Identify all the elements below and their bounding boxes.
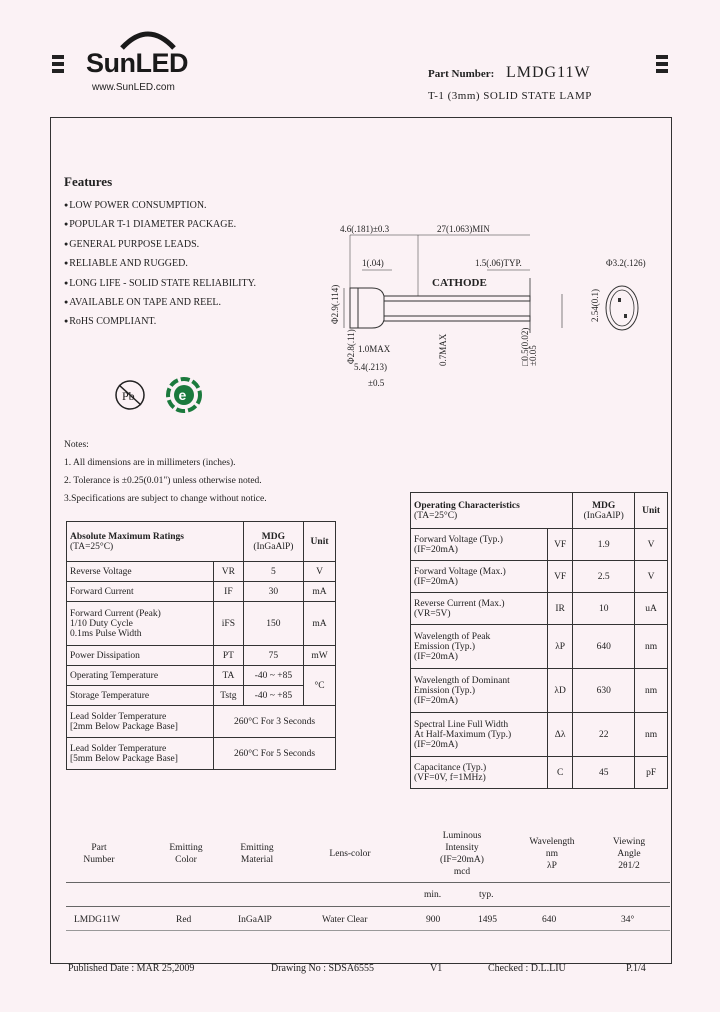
part-number-label: Part Number: bbox=[428, 68, 495, 80]
table-row: Operating Temperature TA -40 ~ +85 °C bbox=[67, 666, 336, 686]
feature-item: ● RoHS COMPLIANT. bbox=[64, 312, 256, 331]
abs-col-mdg: MDG (InGaAlP) bbox=[243, 522, 303, 562]
row-emitting-material: InGaAlP bbox=[238, 915, 272, 925]
feature-item: ● POPULAR T-1 DIAMETER PACKAGE. bbox=[64, 215, 256, 234]
feature-item: ● LONG LIFE - SOLID STATE RELIABILITY. bbox=[64, 274, 256, 293]
cathode-label: CATHODE bbox=[432, 277, 487, 289]
table-row: Reverse Voltage VR 5 V bbox=[67, 562, 336, 582]
brand-logo: SunLED bbox=[86, 48, 188, 78]
notes-list bbox=[64, 436, 267, 508]
features-list bbox=[64, 196, 256, 332]
part-number: LMDG11W bbox=[506, 64, 591, 81]
op-header: Operating Characteristics (TA=25°C) bbox=[411, 493, 573, 529]
row-typ: 1495 bbox=[478, 915, 497, 925]
row-min: 900 bbox=[426, 915, 441, 925]
table-row: Wavelength of Dominant Emission (Typ.) (IF=20mA) λD 630 nm bbox=[411, 669, 668, 713]
right-marker-bars bbox=[656, 55, 668, 76]
divider bbox=[66, 882, 670, 883]
col-luminous-intensity: Luminous Intensity (IF=20mA) mcd bbox=[440, 831, 484, 877]
absolute-max-ratings-table bbox=[66, 521, 336, 770]
dim-1: 1(.04) bbox=[362, 258, 384, 268]
dim-005: ±0.05 bbox=[528, 345, 538, 366]
row-part-number: LMDG11W bbox=[74, 915, 121, 925]
row-lens-color: Water Clear bbox=[322, 915, 368, 925]
col-typ: typ. bbox=[479, 890, 494, 900]
op-col-unit: Unit bbox=[635, 493, 668, 529]
features-title: Features bbox=[64, 174, 113, 189]
operating-characteristics-table bbox=[410, 492, 668, 789]
pb-label: Pb bbox=[122, 389, 135, 403]
row-emitting-color: Red bbox=[176, 915, 192, 925]
table-row: Power Dissipation PT 75 mW bbox=[67, 646, 336, 666]
checked-by: Checked : D.L.LIU bbox=[488, 963, 566, 974]
col-wavelength: Wavelength nm λP bbox=[529, 837, 575, 871]
row-wavelength: 640 bbox=[542, 915, 557, 925]
feature-item: ● GENERAL PURPOSE LEADS. bbox=[64, 235, 256, 254]
dim-top-left: 4.6(.181)±0.3 bbox=[340, 224, 390, 234]
table-row: Lead Solder Temperature [2mm Below Package Base] 260°C For 3 Seconds bbox=[67, 706, 336, 738]
dim-05: □0.5(0.02) bbox=[520, 327, 530, 366]
rohs-icon bbox=[165, 376, 203, 414]
dim-29: Φ2.9(.114) bbox=[330, 284, 340, 324]
table-row: Spectral Line Full Width At Half-Maximum (Typ.) (IF=20mA) Δλ 22 nm bbox=[411, 713, 668, 757]
table-row: Forward Voltage (Typ.) (IF=20mA) VF 1.9 V bbox=[411, 529, 668, 561]
divider bbox=[66, 930, 670, 931]
dim-54: 5.4(.213) bbox=[354, 362, 387, 372]
dim-07max: 0.7MAX bbox=[438, 333, 448, 366]
package-drawing bbox=[322, 218, 662, 393]
feature-item: ● AVAILABLE ON TAPE AND REEL. bbox=[64, 293, 256, 312]
note-item: 3.Specifications are subject to change without notice. bbox=[64, 494, 267, 504]
op-col-mdg: MDG (InGaAlP) bbox=[573, 493, 635, 529]
version: V1 bbox=[430, 963, 443, 974]
table-row: Storage Temperature Tstg -40 ~ +85 bbox=[67, 686, 336, 706]
row-viewing-angle: 34° bbox=[621, 915, 635, 925]
dim-32: Φ3.2(.126) bbox=[606, 258, 646, 268]
dim-254: 2.54(0.1) bbox=[590, 289, 600, 322]
col-emitting-color: Emitting Color bbox=[169, 843, 203, 865]
dim-15: 1.5(.06)TYP. bbox=[475, 258, 522, 268]
page-number: P.1/4 bbox=[626, 963, 646, 974]
product-subtitle: T-1 (3mm) SOLID STATE LAMP bbox=[428, 90, 592, 102]
table-row: Forward Current IF 30 mA bbox=[67, 582, 336, 602]
col-min: min. bbox=[424, 890, 442, 900]
published-date: Published Date : MAR 25,2009 bbox=[68, 963, 195, 974]
note-item: 1. All dimensions are in millimeters (inches). bbox=[64, 458, 236, 468]
col-viewing-angle: Viewing Angle 2θ1/2 bbox=[612, 837, 646, 871]
feature-item: ● LOW POWER CONSUMPTION. bbox=[64, 196, 256, 215]
logo-arc-icon bbox=[118, 24, 178, 50]
dim-1max: 1.0MAX bbox=[358, 344, 391, 354]
notes-title: Notes: bbox=[64, 440, 89, 450]
col-part-number: Part Number bbox=[83, 843, 115, 865]
table-row: Reverse Current (Max.) (VR=5V) IR 10 uA bbox=[411, 593, 668, 625]
table-row: Forward Current (Peak) 1/10 Duty Cycle 0.1ms Pulse Width iFS 150 mA bbox=[67, 602, 336, 646]
dim-28: Φ2.8(.11) bbox=[346, 329, 356, 364]
left-marker-bars bbox=[52, 55, 64, 76]
abs-max-header: Absolute Maximum Ratings (TA=25°C) bbox=[67, 522, 244, 562]
table-row: Forward Voltage (Max.) (IF=20mA) VF 2.5 V bbox=[411, 561, 668, 593]
rohs-label: e bbox=[178, 387, 187, 403]
table-row: Capacitance (Typ.) (VF=0V, f=1MHz) C 45 pF bbox=[411, 757, 668, 789]
table-row: Wavelength of Peak Emission (Typ.) (IF=20mA) λP 640 nm bbox=[411, 625, 668, 669]
abs-col-unit: Unit bbox=[304, 522, 336, 562]
divider bbox=[66, 906, 670, 907]
dim-pm05: ±0.5 bbox=[368, 378, 385, 388]
drawing-number: Drawing No : SDSA6555 bbox=[271, 963, 375, 974]
table-row: Lead Solder Temperature [5mm Below Package Base] 260°C For 5 Seconds bbox=[67, 738, 336, 770]
dim-top-right: 27(1.063)MIN bbox=[437, 224, 490, 234]
col-emitting-material: Emitting Material bbox=[240, 843, 274, 865]
feature-item: ● RELIABLE AND RUGGED. bbox=[64, 254, 256, 273]
website-link[interactable]: www.SunLED.com bbox=[92, 82, 175, 93]
col-lens-color: Lens-color bbox=[329, 849, 371, 859]
pb-free-icon bbox=[113, 378, 147, 412]
note-item: 2. Tolerance is ±0.25(0.01") unless otherwise noted. bbox=[64, 476, 262, 486]
